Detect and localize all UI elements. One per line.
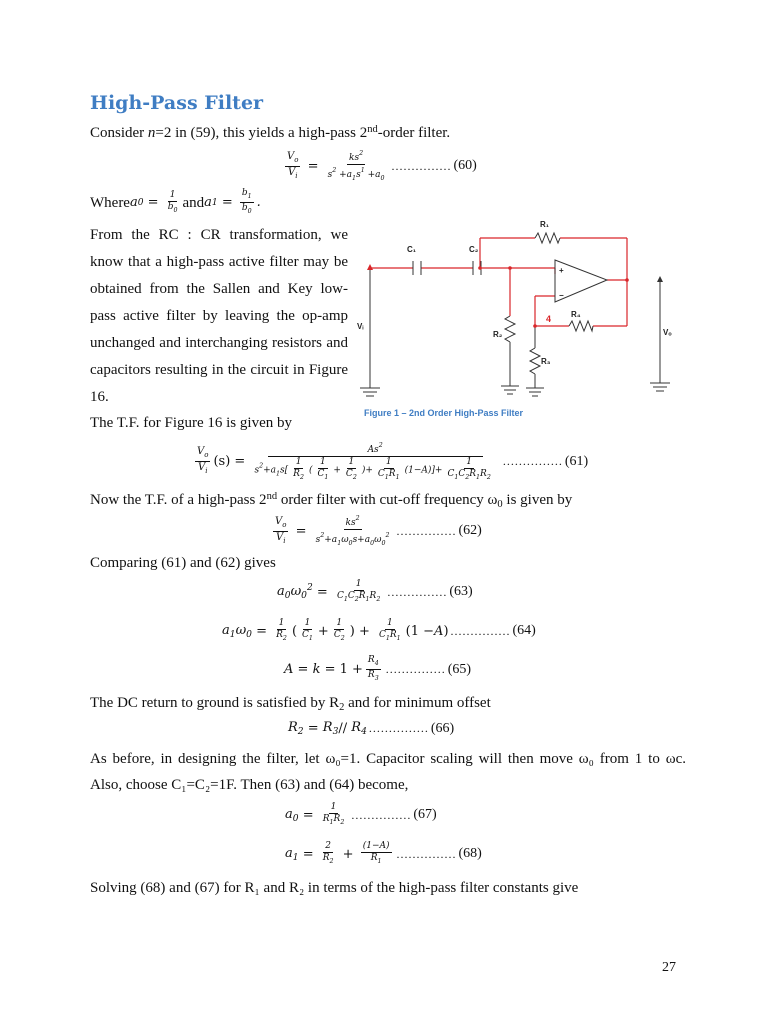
intro-text: =2 in (59), this yields a high-pass 2	[155, 125, 368, 141]
dc-sub: 2	[339, 702, 345, 713]
design-paragraph: As before, in designing the filter, let ω₀=1. Capacitor scaling will then move ω₀ from 1 to ωc.	[90, 751, 686, 767]
equation-67: $a_0$ = $\frac{1}{R_1R_2}$ ............... (67)	[285, 802, 437, 826]
page-number: 27	[662, 960, 676, 975]
label-plus: +	[559, 266, 564, 275]
equation-66: $R_2$ = $R_3$ // $R_4$ ............... (66)	[288, 720, 455, 737]
intro-text: -order filter.	[377, 125, 451, 141]
equation-number: (62)	[458, 523, 482, 538]
label-r4: R₄	[571, 310, 581, 319]
equation-61: $\frac{V_o}{V_i}$ (s) = As$^2$ $s^2+a_1s$[ $\frac{1}{R_2}$ ( $\frac{1}{C_1}$ + $\frac{1}{C_2}$ )+ $\frac{1}{C_1R_1}$ (1−A)]+ $\frac{1}{C_1C_2R_1R_2}$ ............... (61)	[197, 442, 589, 481]
hp-text: order filter with cut-off frequency ω	[277, 492, 498, 508]
hp-sup: nd	[266, 491, 278, 502]
label-r2: R₂	[493, 330, 503, 339]
label-c2: C₂	[469, 245, 479, 254]
leader-dots: ...............	[368, 721, 429, 735]
solving-line: Solving (68) and (67) for R₁ and R₂ in terms of the high-pass filter constants give	[90, 880, 579, 896]
high-pass-filter-circuit	[355, 218, 685, 406]
choose-line: Also, choose C₁=C₂=1F. Then (63) and (64) become,	[90, 777, 409, 793]
where-text: Where	[90, 194, 130, 211]
hp-text: is given by	[502, 492, 573, 508]
where-line: Where a 0 = $\frac{1}{b_0}$ and a 1 = $\frac{b_1}{b_0}$ .	[90, 188, 261, 215]
leader-dots: ...............	[351, 807, 412, 822]
leader-dots: ...............	[396, 523, 457, 538]
figure-caption: Figure 1 – 2nd Order High-Pass Filter	[364, 408, 524, 418]
comparing-line: Comparing (61) and (62) gives	[90, 555, 276, 571]
label-node-4: 4	[546, 314, 552, 324]
leader-dots: ...............	[387, 584, 448, 599]
input-arrow-icon	[367, 264, 373, 270]
hp-sub: 0	[497, 499, 503, 510]
equation-60: $\frac{V_o}{V_i}$ = $\frac{ks^2}{s^2 +a_1s^1 +a_0}$ ............... (60)	[287, 150, 477, 182]
dc-text: The DC return to ground is satisfied by R	[90, 695, 340, 711]
leader-dots: ...............	[396, 846, 457, 861]
dc-text: and for minimum offset	[344, 695, 491, 711]
intro-text: Consider	[90, 125, 148, 141]
hp-text: Now the T.F. of a high-pass 2	[90, 492, 267, 508]
label-vi: Vᵢ	[357, 322, 364, 331]
equation-number: (68)	[458, 846, 482, 861]
label-minus: −	[559, 291, 564, 300]
where-text: and	[182, 194, 205, 211]
equation-68: $a_1$ = $\frac{2}{R_2}$ + $\frac{(1-A)}{R_1}$ ............... (68)	[285, 841, 482, 865]
leader-dots: ...............	[385, 662, 446, 676]
equation-number: (61)	[564, 453, 589, 469]
label-r1: R₁	[540, 220, 550, 229]
leader-dots: ...............	[391, 158, 452, 173]
leader-dots: ...............	[450, 623, 511, 638]
intro-n: n	[147, 125, 156, 141]
equation-65: A = k = 1 + $\frac{R_4}{R_3}$ ............... (65)	[284, 655, 472, 682]
equation-number: (64)	[512, 623, 536, 638]
intro-sup: nd	[367, 124, 378, 135]
label-vo: Vₒ	[663, 328, 672, 337]
equation-63: $a_0\omega_0^2$ = $\frac{1}{C_1C_2R_1R_2}$ ............... (63)	[277, 579, 473, 603]
equation-number: (65)	[447, 661, 472, 677]
output-arrow-icon	[657, 276, 663, 282]
rc-transformation-paragraph: From the RC : CR transformation, we know that a high-pass active filter may be obtained from the Sallen and Key low-pass active filter by leaving the op-amp unchanged and interchanging resistors and capacitors resulting in the circuit in Figure 16.	[90, 227, 348, 405]
equation-number: (67)	[413, 807, 437, 822]
label-r3: R₃	[541, 357, 551, 366]
dc-return-paragraph	[90, 694, 491, 717]
leader-dots: ...............	[502, 454, 563, 468]
equation-number: (66)	[430, 720, 455, 736]
section-heading: High-Pass Filter	[90, 92, 264, 114]
label-c1: C₁	[407, 245, 417, 254]
hp-tf-paragraph	[90, 488, 572, 514]
tf-intro: The T.F. for Figure 16 is given by	[90, 415, 292, 431]
equation-64: $a_1\omega_0$ = $\frac{1}{R_2}$ ( $\frac{1}{C_1}$ + $\frac{1}{C_2}$ ) + $\frac{1}{C_1R_1}$ (1 − A ) ............... (64)	[222, 618, 536, 642]
equation-number: (60)	[453, 158, 477, 173]
equation-number: (63)	[449, 584, 473, 599]
equation-62: $\frac{V_o}{V_i}$ = $\frac{ks^2}{s^2+a_1\omega_0s+a_0\omega_0^2}$ ............... (62)	[275, 515, 482, 547]
intro-paragraph	[90, 121, 450, 142]
